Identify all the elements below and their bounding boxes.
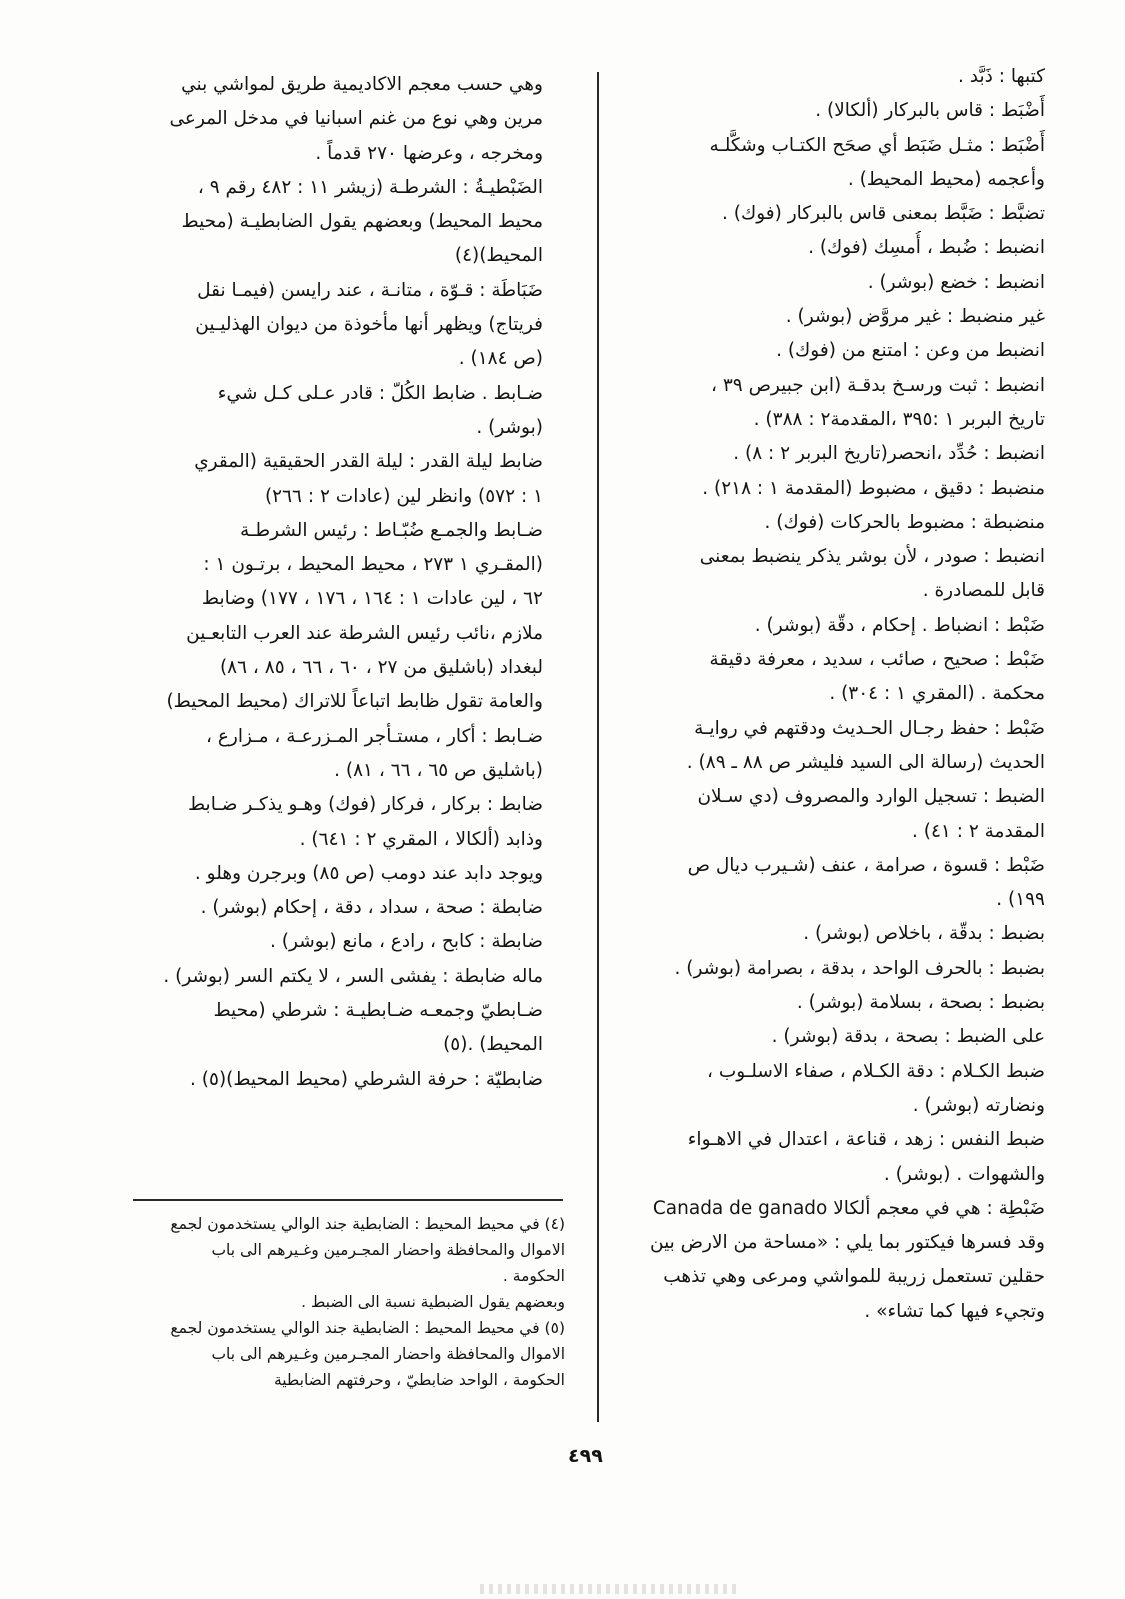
entry-line: ضبط النفس : زهد ، قناعة ، اعتدال في الاهـواء: [687, 1129, 1045, 1151]
footnote-line: الحكومة ، الواحد ضابطيّ ، وحرفتهم الضابطية: [273, 1371, 565, 1389]
entry-line: ضَبْطِة : هي في معجم ألكالا Canada de ganado: [652, 1197, 1045, 1219]
entry-line: انضبط : صودر ، لأن بوشر يذكر ينضبط بمعنى: [699, 546, 1045, 568]
entry-line: ضَبَاطَة : قـوّة ، متانـة ، عند رايسن (فيمـا نقل: [197, 279, 543, 301]
entry-line: منضبط : دقيق ، مضبوط (المقدمة ١ : ٢١٨) .: [702, 477, 1045, 499]
entry-line: (باشليق ص ٦٥ ، ٦٦ ، ٨١) .: [334, 759, 543, 781]
entry-line: (المقـري ١ ٢٧٣ ، محيط المحيط ، برتـون ١ :: [203, 554, 543, 576]
footnote-line: الحكومة .: [502, 1267, 565, 1285]
page-number: ٤٩٩: [568, 1445, 603, 1467]
entry-line: حقلين تستعمل زريبة للمواشي ومرعى وهي تذهب: [663, 1266, 1045, 1288]
entry-line: ضابطيّة : حرفة الشرطي (محيط المحيط)(٥) .: [190, 1068, 543, 1090]
entry-line: وهي حسب معجم الاكاديمية طريق لمواشي بني: [181, 74, 543, 95]
entry-line: والشهوات . (بوشر) .: [883, 1163, 1045, 1185]
right-column: [615, 60, 1045, 1329]
left-column: [113, 68, 543, 1097]
entry-line: المحيط) .(٥): [443, 1034, 543, 1056]
entry-line: كتبها : ذَبَّد .: [958, 66, 1045, 87]
entry-line: أَضْبَط : قاس بالبركار (ألكالا) .: [815, 100, 1045, 122]
footnote-line: الاموال والمحافظة واحضار المجـرمين وغـيرهم الى باب: [211, 1241, 565, 1259]
entry-line: على الضبط : بصحة ، بدقة (بوشر) .: [771, 1026, 1045, 1048]
entry-line: ونضارته (بوشر) .: [912, 1094, 1045, 1116]
entry-line: ضابطة : صحة ، سداد ، دقة ، إحكام (بوشر) .: [200, 897, 543, 919]
entry-line: غير منضبط : غير مروَّض (بوشر) .: [785, 306, 1045, 328]
footnote-separator: [133, 1199, 563, 1201]
entry-line: انضبط : خضع (بوشر) .: [867, 271, 1045, 293]
footnote-line: (٥) في محيط المحيط : الضابطية جند الوالي يستخدمون لجمع: [170, 1319, 565, 1337]
entry-line: وذابد (ألكالا ، المقري ٢ : ٦٤١) .: [299, 828, 543, 850]
entry-line: ضابطة : كابح ، رادع ، مانع (بوشر) .: [270, 931, 543, 953]
entry-line: تاريخ البربر ١ :٣٩٥ ،المقدمة٢ : ٣٨٨) .: [753, 408, 1045, 430]
column-divider: [597, 72, 599, 1422]
entry-line: وتجيء فيها كما تشاء» .: [864, 1300, 1045, 1322]
entry-line: ضـابطيّ وجمعـه ضـابطيـة : شرطي (محيط: [213, 1000, 543, 1022]
entry-line: الضبط : تسجيل الوارد والمصروف (دي سـلان: [697, 786, 1045, 808]
entry-line: قابل للمصادرة .: [922, 580, 1045, 602]
entry-line: ملازم ،نائب رئيس الشرطة عند العرب التابعـين: [186, 622, 543, 644]
entry-line: ١ : ٥٧٢) وانظر لين (عادات ٢ : ٢٦٦): [264, 485, 543, 507]
footnotes: [125, 1211, 565, 1393]
entry-line: ومخرجه ، وعرضها ٢٧٠ قدماً .: [315, 142, 543, 164]
entry-line: ضـابط والجمـع ضُبّـاط : رئيس الشرطـة: [240, 519, 543, 541]
entry-line: بضبط : بصحة ، بسلامة (بوشر) .: [796, 992, 1045, 1014]
entry-line: الضَبْطيـةُ : الشرطـة (زيشر ١١ : ٤٨٢ رقم ٩ ،: [197, 176, 543, 198]
entry-line: مرين وهي نوع من غنم اسبانيا في مدخل المرعى: [169, 108, 543, 130]
entry-line: ٦٢ ، لين عادات ١ : ١٦٤ ، ١٧٦ ، ١٧٧) وضابط: [201, 588, 543, 610]
entry-line: لبغداد (باشليق من ٢٧ ، ٦٠ ، ٦٦ ، ٨٥ ، ٨٦): [219, 657, 543, 679]
entry-line: أَضْبَط : مثـل ضَبَط أي صحَح الكتـاب وشكَّلـه: [709, 134, 1045, 156]
entry-line: محيط المحيط) وبعضهم يقول الضابطيـة (محيط: [181, 211, 543, 233]
entry-line: انضبط : ضُبط ، أُمسِك (فوك) .: [808, 237, 1045, 259]
entry-line: ضبط الكـلام : دقة الكـلام ، صفاء الاسلـوب ،: [707, 1060, 1045, 1082]
entry-line: (بوشر) .: [476, 416, 543, 438]
entry-line: ماله ضابطة : يفشى السر ، لا يكتم السر (بوشر) .: [163, 965, 543, 987]
entry-line: والعامة تقول ظابط اتباعاً للاتراك (محيط المحيط): [166, 691, 543, 713]
entry-line: ضـابط . ضابط الكُلّ : قادر عـلى كـل شيء: [217, 382, 543, 404]
entry-line: ١٩٩) .: [996, 889, 1045, 911]
entry-line: المحيط)(٤): [454, 245, 543, 267]
entry-line: بضبط : بدقّة ، باخلاص (بوشر) .: [803, 923, 1045, 945]
entry-line: انضبط : ثبت ورسـخ بدقـة (ابن جبيرص ٣٩ ،: [710, 374, 1045, 396]
entry-line: ضَبْط : انضباط . إحكام ، دقّة (بوشر) .: [754, 614, 1045, 636]
entry-line: وقد فسرها فيكتور بما يلي : «مساحة من الارض بين: [649, 1232, 1045, 1254]
entry-line: انضبط : حُدِّد ،انحصر(تاريخ البربر ٢ : ٨) .: [733, 443, 1045, 465]
footnote-line: وبعضهم يقول الضبطية نسبة الى الضبط .: [301, 1293, 565, 1311]
entry-line: تضبَّط : ضَبَّط بمعنى قاس بالبركار (فوك) .: [722, 203, 1045, 225]
entry-line: المقدمة ٢ : ٤١) .: [911, 820, 1045, 842]
entry-line: محكمة . (المقري ١ : ٣٠٤) .: [829, 683, 1045, 705]
entry-line: ضابط ليلة القدر : ليلة القدر الحقيقية (المقري: [194, 451, 543, 473]
entry-line: منضبطة : مضبوط بالحركات (فوك) .: [764, 511, 1045, 533]
entry-line: ضـابط : أكار ، مستـأجر المـزرعـة ، مـزارع ،: [206, 725, 543, 747]
entry-line: فريتاج) ويظهر أنها مأخوذة من ديوان الهذليـين: [195, 314, 543, 336]
entry-line: بضبط : بالحرف الواحد ، بدقة ، بصرامة (بوشر) .: [674, 957, 1045, 979]
entry-line: ويوجد دابد عند دومب (ص ٨٥) وبرجرن وهلو .: [194, 862, 543, 884]
entry-line: ضابط : بركار ، فركار (فوك) وهـو يذكـر ضـابط: [188, 794, 543, 816]
entry-line: وأعجمه (محيط المحيط) .: [847, 168, 1045, 190]
entry-line: (ص ١٨٤) .: [458, 348, 543, 370]
entry-line: ضَبْط : صحيح ، صائب ، سديد ، معرفة دقيقة: [709, 649, 1045, 671]
entry-line: ضَبْط : قسوة ، صرامة ، عنف (شـيرب ديال ص: [687, 854, 1045, 876]
entry-line: انضبط من وعن : امتنع من (فوك) .: [776, 340, 1045, 362]
footnote-line: الاموال والمحافظة واحضار المجـرمين وغـيرهم الى باب: [211, 1345, 565, 1363]
scan-smudge: [480, 1584, 740, 1594]
entry-line: الحديث (رسالة الى السيد فليشر ص ٨٨ ـ ٨٩) .: [686, 751, 1045, 773]
entry-line: ضَبْط : حفظ رجـال الحـديث ودقتهم في روايـة: [694, 717, 1045, 739]
footnote-line: (٤) في محيط المحيط : الضابطية جند الوالي يستخدمون لجمع: [170, 1215, 565, 1233]
